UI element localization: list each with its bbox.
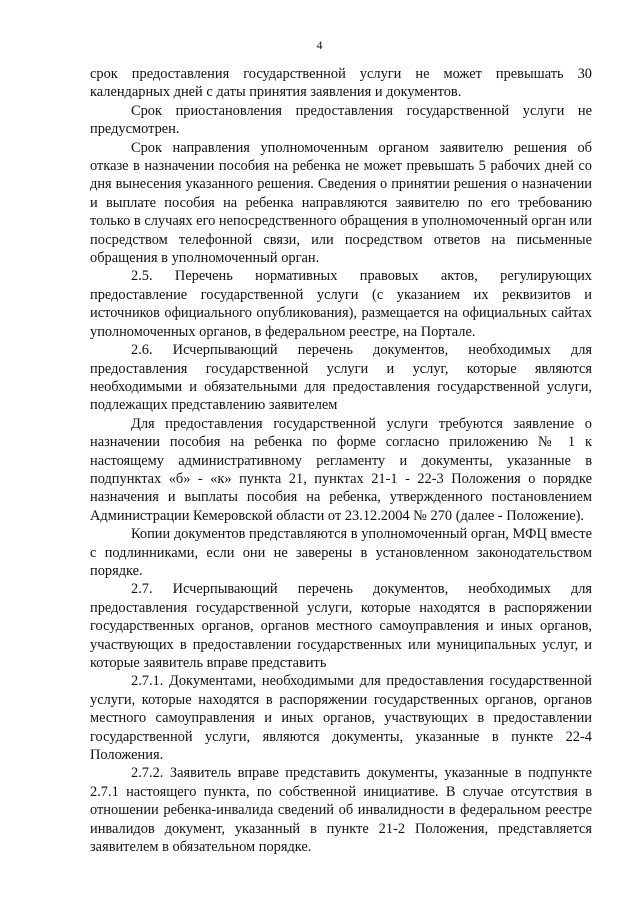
paragraph-suspension-term: Срок приостановления предоставления государственной услуги не предусмотрен.	[90, 102, 592, 138]
paragraph-2-7-2-applicant-initiative: 2.7.2. Заявитель вправе представить документы, указанные в подпункте 2.7.1 настоящего пункта, по собственной инициативе. В случае отсутствия в отношении ребенка-инвалида сведений об инвалидности в федеральном реестре инвалидов документ, указанный в пункте 21-2 Положения, представляется заявителем в обязательном порядке.	[90, 765, 592, 856]
paragraph-processing-term: срок предоставления государственной услуги не может превышать 30 календарных дней с даты принятия заявления и документов.	[90, 66, 592, 101]
paragraph-application-requirements: Для предоставления государственной услуги требуются заявление о назначении пособия на ребенка по форме согласно приложению № 1 к настоящему административному регламенту и документы, указанные в подпунктах «б» - «к» пункта 21, пунктах 21-1 - 22-3 Положения о порядке назначения и выплаты пособия на ребенка, утвержденного постановлением Администрации Кемеровской области от 23.12.2004 № 270 (далее - Положение).	[90, 415, 592, 524]
page-number: 4	[316, 38, 323, 52]
paragraph-refusal-notice-term: Срок направления уполномоченным органом заявителю решения об отказе в назначении пособия на ребенка не может превышать 5 рабочих дней со дня вынесения указанного решения. Сведения о принятии решения о назначении и выплате пособия на ребенка направляются заявителю по его требованию только в случаях его непосредственного обращения в уполномоченный орган или посредством телефонной связи, или посредством ответов на письменные обращения в уполномоченный орган.	[90, 139, 592, 267]
paragraph-2-7-interagency-documents: 2.7. Исчерпывающий перечень документов, необходимых для предоставления государственной услуги, которые находятся в распоряжении государственных органов, органов местного самоуправления и иных органов, участвующих в предоставлении государственных или муниципальных услуг, и которые заявитель вправе представить	[90, 581, 592, 671]
document-body	[90, 65, 592, 856]
paragraph-2-7-1-required-documents: 2.7.1. Документами, необходимыми для предоставления государственной услуги, которые находятся в распоряжении государственных органов, органов местного самоуправления и иных органов, участвующих в предоставлении государственной услуги, являются документы, указанные в пункте 22-4 Положения.	[90, 673, 592, 764]
paragraph-2-6-documents-list: 2.6. Исчерпывающий перечень документов, необходимых для предоставления государственной услуги и услуг, которые являются необходимыми и обязательными для предоставления государственной услуги, подлежащих представлению заявителем	[90, 342, 592, 414]
paragraph-document-copies: Копии документов представляются в уполномоченный орган, МФЦ вместе с подлинниками, если они не заверены в установленном законодательством порядке.	[90, 526, 592, 579]
paragraph-2-5-legal-acts: 2.5. Перечень нормативных правовых актов, регулирующих предоставление государственной услуги (с указанием их реквизитов и источников официального опубликования), размещается на официальных сайтах уполномоченных органов, в федеральном реестре, на Портале.	[90, 268, 592, 340]
